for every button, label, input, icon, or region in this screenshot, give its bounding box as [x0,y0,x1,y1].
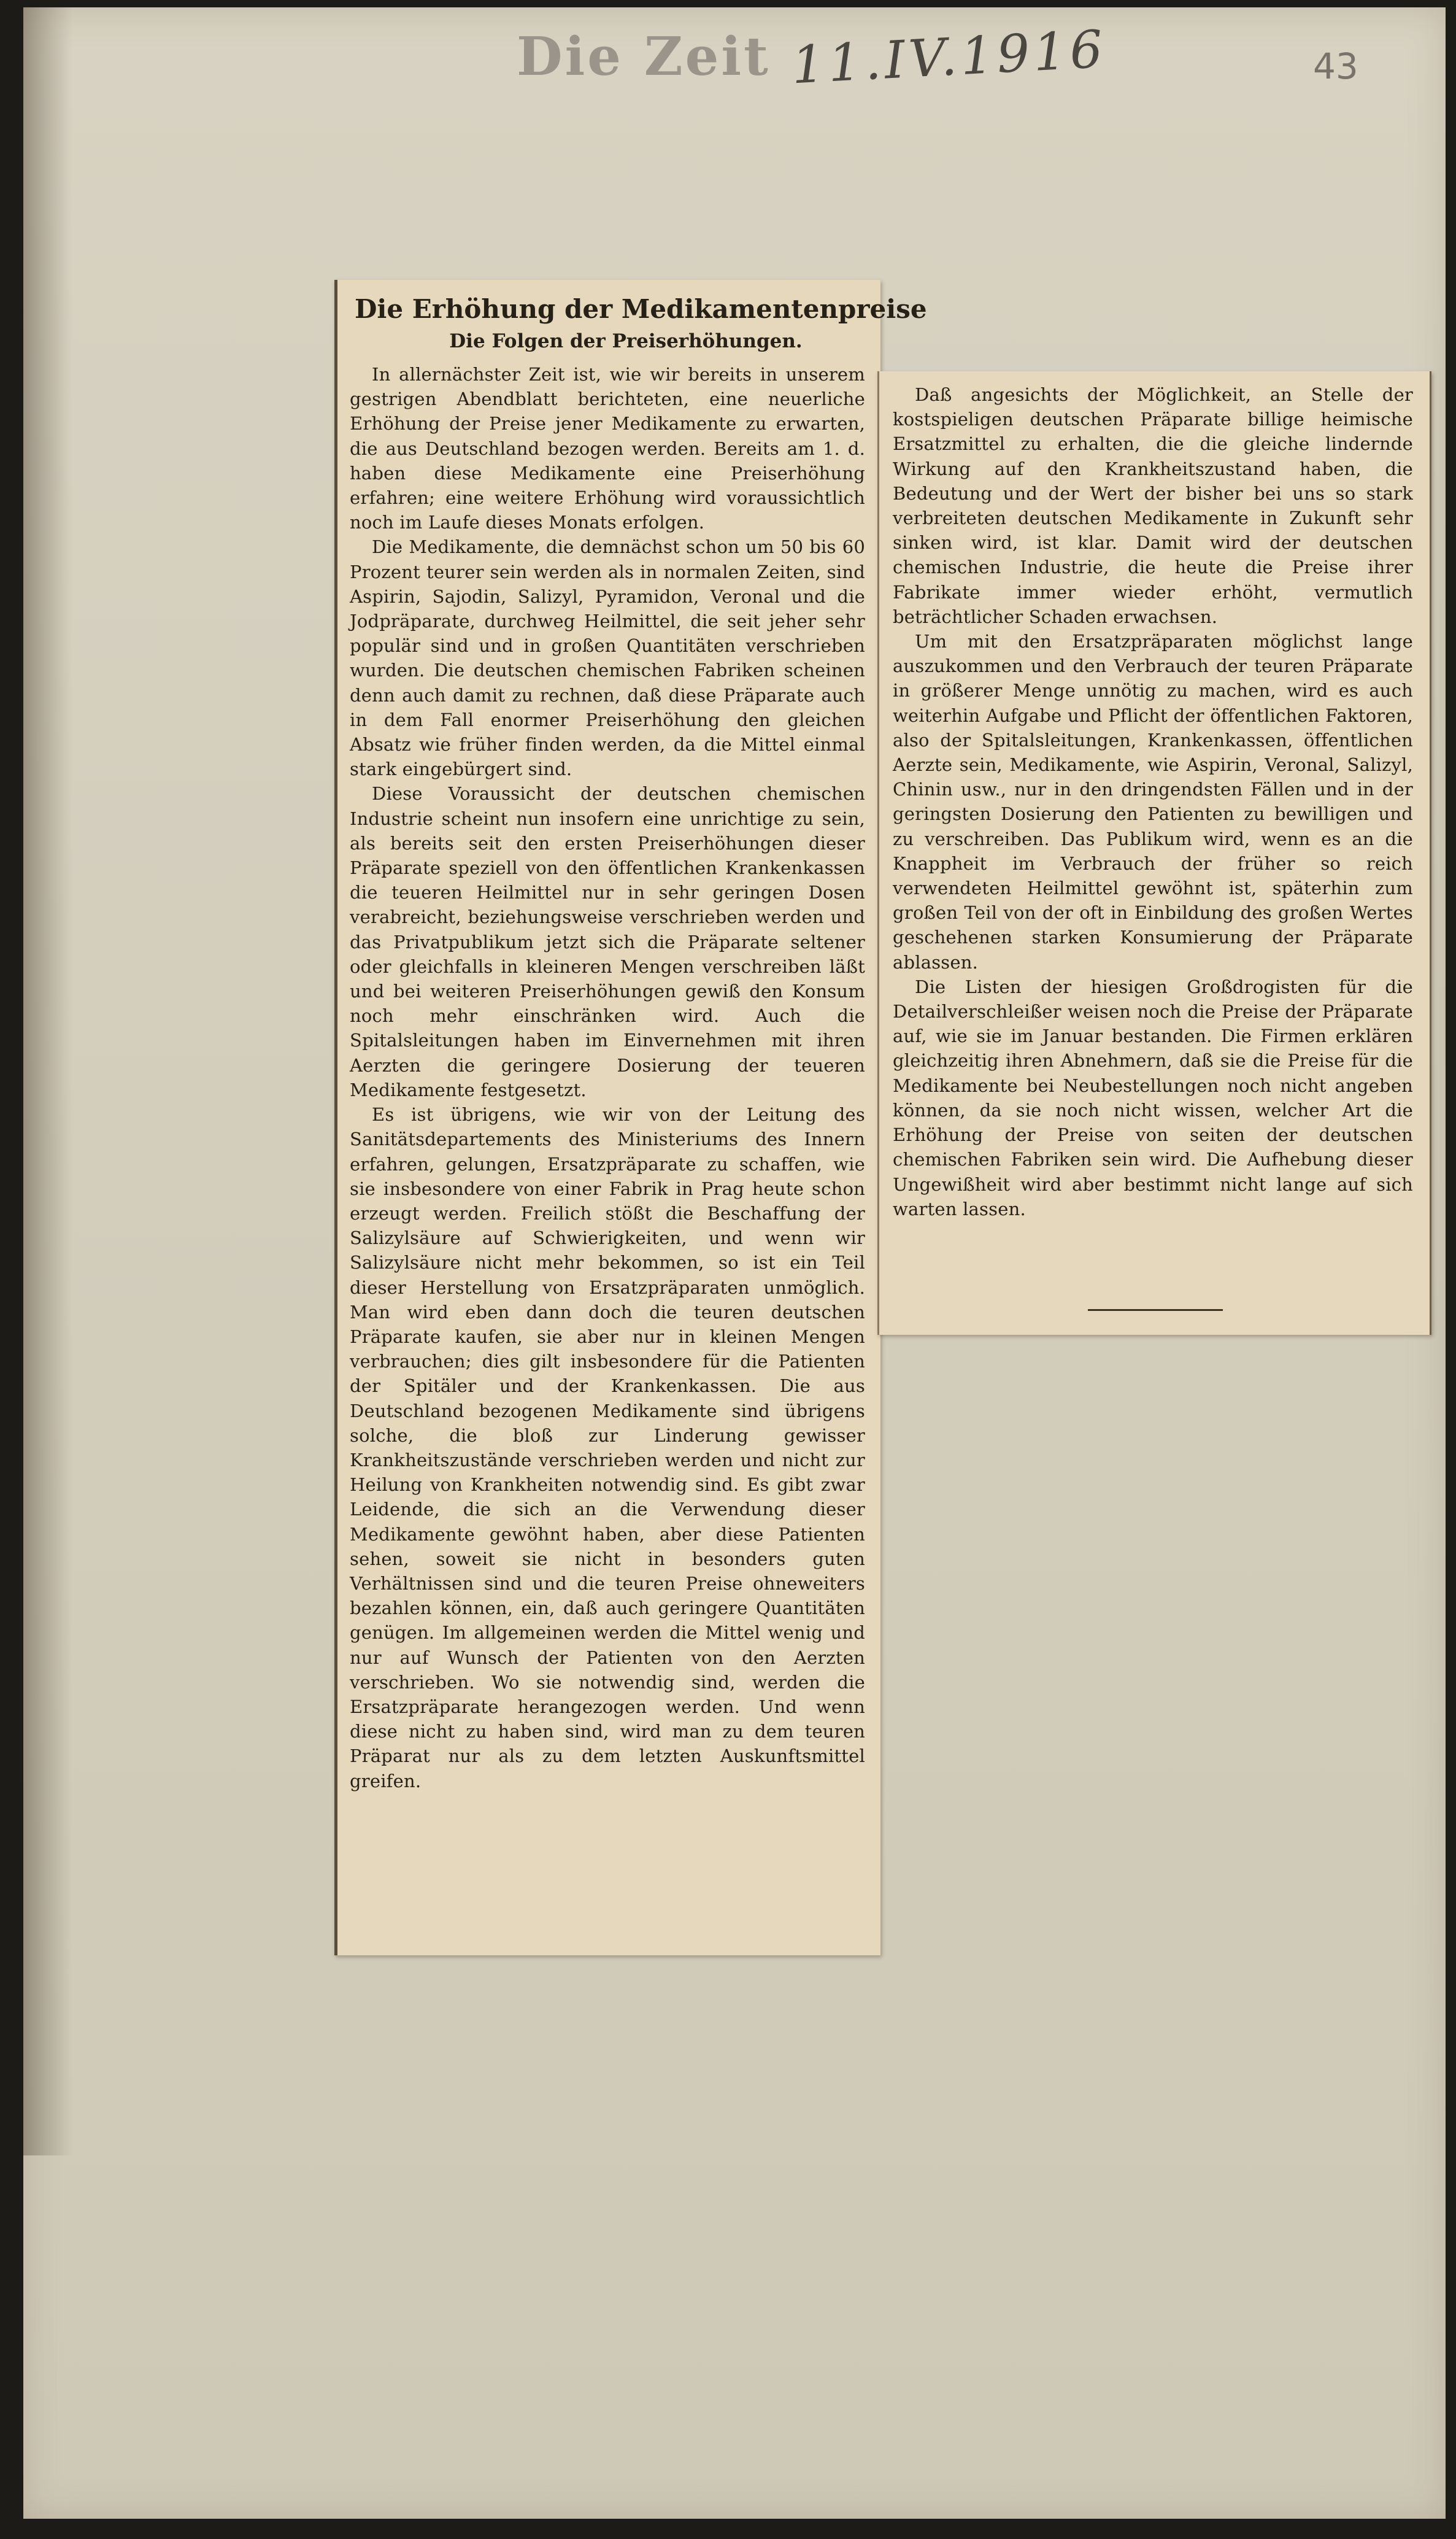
newspaper-stamp: Die Zeit [517,26,771,88]
sheet-shadow-edge [23,7,72,2155]
paragraph: Diese Voraussicht der deutschen chemischen Industrie scheint nun insofern eine unrichtige zu sein, als bereits seit den ersten Preiserhöhungen dieser Präparate speziell von den öffentlichen Krankenkassen die teueren Heilmittel nur in sehr geringen Dosen verabreicht, beziehungsweise verschrieben werden und das Privatpublikum jetzt sich die Präparate seltener oder gleichfalls in kleineren Mengen verschreiben läßt und bei weiteren Preiserhöhungen gewiß den Konsum noch mehr einschränken wird. Auch die Spitalsleitungen haben im Einvernehmen mit ihren Aerzten die geringere Dosierung der teueren Medikamente festgesetzt. [350,783,865,1100]
paragraph: Es ist übrigens, wie wir von der Leitung des Sanitätsdepartements des Ministeriums des Innern erfahren, gelungen, Ersatzpräparate zu schaffen, wie sie insbesondere von einer Fabrik in Prag heute schon erzeugt werden. Freilich stößt die Beschaffung der Salizylsäure auf Schwierigkeiten, und wenn wir Salizylsäure nicht mehr bekommen, so ist ein Teil dieser Herstellung von Ersatzpräparaten unmöglich. Man wird eben dann doch die teuren deutschen Präparate kaufen, sie aber nur in kleinen Mengen verbrauchen; dies gilt insbesondere für die Patienten der Spitäler und der Krankenkassen. Die aus Deutschland bezogenen Medikamente sind übrigens solche, die bloß zur Linderung gewisser Krankheitszustände verschrieben werden und nicht zur Heilung von Krankheiten notwendig sind. Es gibt zwar Leidende, die sich an die Verwendung dieser Medikamente gewöhnt haben, aber diese Patienten sehen, soweit sie nicht in besonders guten Verhältnissen sind und die teuren Preise ohneweiters bezahlen können, ein, daß auch geringere Quantitäten genügen. Im allgemeinen werden die Mittel wenig und nur auf Wunsch der Patienten von den Aerzten verschrieben. Wo sie notwendig sind, werden die Ersatzpräparate herangezogen werden. Und wenn diese nicht zu haben sind, wird man zu dem teuren Präparat nur als zu dem letzten Auskunftsmittel greifen. [350,1104,865,1791]
paragraph: In allernächster Zeit ist, wie wir bereits in unserem gestrigen Abendblatt berichteten, eine neuerliche Erhöhung der Preise jener Medikamente zu erwarten, die aus Deutschland bezogen werden. Bereits am 1. d. haben diese Medikamente eine Preiserhöhung erfahren; eine weitere Erhöhung wird voraussichtlich noch im Laufe dieses Monats erfolgen. [350,364,865,533]
clipping-left-column [334,280,927,1955]
handwritten-date: 11.IV.1916 [790,18,1108,96]
left-column-text [350,362,865,1793]
paragraph: Die Medikamente, die demnächst schon um 50 bis 60 Prozent teurer sein werden als in normalen Zeiten, sind Aspirin, Sajodin, Salizyl, Pyramidon, Veronal und die Jodpräparate, durchweg Heilmittel, die seit jeher sehr populär sind und in großen Quantitäten verschrieben wurden. Die deutschen chemischen Fabriken scheinen denn auch damit zu rechnen, daß diese Präparate auch in dem Fall enormer Preiserhöhung den gleichen Absatz wie früher finden werden, da die Mittel einmal stark eingebürgert sind. [350,536,865,780]
paragraph: Die Listen der hiesigen Großdrogisten für die Detailverschleißer weisen noch die Preise der Präparate auf, wie sie im Januar bestanden. Die Firmen erklären gleichzeitig ihren Abnehmern, daß sie die Preise für die Medikamente bei Neubestellungen noch nicht angeben können, da sie noch nicht wissen, welcher Art die Erhöhung der Preise von seiten der deutschen chemischen Fabriken sein wird. Die Aufhebung dieser Ungewißheit wird aber bestimmt nicht lange auf sich warten lassen. [893,976,1413,1219]
clipping-right-column [877,371,1431,1335]
paragraph: Daß angesichts der Möglichkeit, an Stelle der kostspieligen deutschen Präparate billige heimische Ersatzmittel zu erhalten, die die gleiche lindernde Wirkung auf den Krankheitszustand haben, die Bedeutung und der Wert der bisher bei uns so stark verbreiteten deutschen Medikamente in Zukunft sehr sinken wird, ist klar. Damit wird der deutschen chemischen Industrie, die heute die Preise ihrer Fabrikate immer wieder erhöht, vermutlich beträchtlicher Schaden erwachsen. [893,384,1413,627]
article-title: Die Erhöhung der Medikamentenpreise [355,294,927,324]
right-column-text [893,382,1413,1221]
page-number: 43 [1313,45,1358,87]
article-subtitle: Die Folgen der Preiserhöhungen. [449,330,803,352]
end-of-article-rule [1088,1309,1223,1311]
paragraph: Um mit den Ersatzpräparaten möglichst lange auszukommen und den Verbrauch der teuren Präparate in größerer Menge unnötig zu machen, wird es auch weiterhin Aufgabe und Pflicht der öffentlichen Faktoren, also der Spitalsleitungen, Krankenkassen, öffentlichen Aerzte sein, Medikamente, wie Aspirin, Veronal, Salizyl, Chinin usw., nur in den dringendsten Fällen und in der geringsten Dosierung den Patienten zu bewilligen und zu verschreiben. Das Publikum wird, wenn es an die Knappheit im Verbrauch der früher so reich verwendeten Heilmittel gewöhnt ist, späterhin zum großen Teil von der oft in Einbildung des großen Wertes geschehenen starken Konsumierung der Präparate ablassen. [893,631,1413,973]
